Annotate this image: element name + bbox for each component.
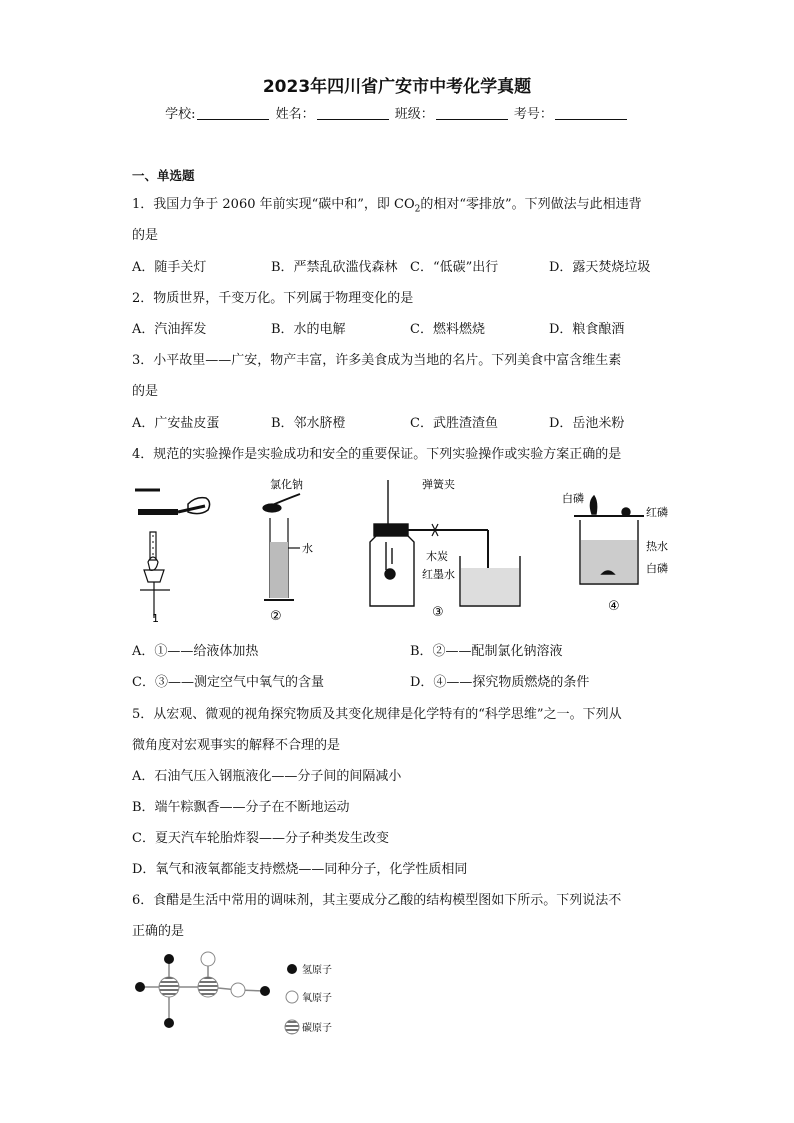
acetic-acid-model <box>130 945 360 1045</box>
q2-option-d[interactable]: D．粮食酿酒 <box>549 322 625 337</box>
fig3-red-ink-label: 红墨水 <box>422 568 455 581</box>
legend-hydrogen-icon <box>287 964 297 974</box>
question-1-text-cont: 的是 <box>132 228 159 243</box>
class-field[interactable] <box>436 107 508 120</box>
carbon-atom <box>198 977 218 997</box>
fig1-number: 1 <box>152 612 159 625</box>
fig4-hot-water-label: 热水 <box>646 540 668 553</box>
q3-option-b[interactable]: B．邻水脐橙 <box>271 416 346 431</box>
hydrogen-atom <box>164 954 174 964</box>
q1-option-d[interactable]: D．露天焚烧垃圾 <box>549 260 651 275</box>
fig4-number: ④ <box>608 599 620 614</box>
question-6-text-cont: 正确的是 <box>132 924 185 939</box>
student-info-row <box>0 103 794 122</box>
fig1-heating-liquid <box>135 490 210 618</box>
name-field[interactable] <box>317 107 389 120</box>
q5-option-c[interactable]: C．夏天汽车轮胎炸裂——分子种类发生改变 <box>132 831 389 846</box>
class-label: 班级： <box>394 107 434 122</box>
q4-option-c[interactable]: C．③——测定空气中氧气的含量 <box>132 675 324 690</box>
fig2-nacl-label: 氯化钠 <box>270 478 303 491</box>
q3-option-d[interactable]: D．岳池米粉 <box>549 416 625 431</box>
q4-option-a[interactable]: A．①——给液体加热 <box>132 644 259 659</box>
fig4-combustion-setup <box>574 496 644 584</box>
fig4-white-p-top-label: 白磷 <box>562 492 584 505</box>
question-5-text-cont: 微角度对宏观事实的解释不合理的是 <box>132 738 341 753</box>
fig3-oxygen-apparatus <box>370 480 520 606</box>
fig4-white-p-bottom-label: 白磷 <box>646 562 668 575</box>
question-1-text: 1．我国力争于 2060 年前实现“碳中和”，即 $CO_2$的相对“零排放”。下列做法与此相违背 <box>132 197 642 215</box>
q1-option-b[interactable]: B．严禁乱砍滥伐森林 <box>271 260 398 275</box>
hydrogen-atom <box>260 986 270 996</box>
q4-option-d[interactable]: D．④——探究物质燃烧的条件 <box>410 675 590 690</box>
question-3-text: 3．小平故里——广安，物产丰富，许多美食成为当地的名片。下列美食中富含维生素 <box>132 353 622 368</box>
q1-option-a[interactable]: A．随手关灯 <box>132 260 207 275</box>
legend-carbon-icon <box>285 1020 299 1034</box>
hydrogen-atom <box>164 1018 174 1028</box>
fig2-water-label: 水 <box>302 542 313 555</box>
section-heading: 一、单选题 <box>132 168 195 183</box>
name-label: 姓名： <box>275 107 315 122</box>
question-5-text: 5．从宏观、微观的视角探究物质及其变化规律是化学特有的“科学思维”之一。下列从 <box>132 707 622 722</box>
school-label: 学校: <box>165 107 196 122</box>
q5-option-d[interactable]: D．氧气和液氧都能支持燃烧——同种分子，化学性质相同 <box>132 862 468 877</box>
fig2-number: ② <box>270 609 282 624</box>
fig2-graduated-cylinder <box>263 494 300 600</box>
q3-option-c[interactable]: C．武胜渣渣鱼 <box>410 416 498 431</box>
q3-option-a[interactable]: A．广安盐皮蛋 <box>132 416 220 431</box>
exam-number-field[interactable] <box>555 107 627 120</box>
legend-oxygen-label: 氧原子 <box>302 993 332 1004</box>
legend-oxygen-icon <box>286 991 298 1003</box>
question-3-text-cont: 的是 <box>132 384 159 399</box>
q5-option-a[interactable]: A．石油气压入钢瓶液化——分子间的间隔减小 <box>132 769 402 784</box>
page-title: 2023年四川省广安市中考化学真题 <box>262 77 532 97</box>
fig3-charcoal-label: 木炭 <box>426 550 448 563</box>
carbon-atom <box>159 977 179 997</box>
question-6-text: 6．食醋是生活中常用的调味剂，其主要成分乙酸的结构模型图如下所示。下列说法不 <box>132 893 622 908</box>
question-4-text: 4．规范的实验操作是实验成功和安全的重要保证。下列实验操作或实验方案正确的是 <box>132 447 622 462</box>
q5-option-b[interactable]: B．端午粽飘香——分子在不断地运动 <box>132 800 350 815</box>
fig4-red-p-label: 红磷 <box>646 506 668 519</box>
school-field[interactable] <box>197 107 269 120</box>
q2-option-c[interactable]: C．燃料燃烧 <box>410 322 485 337</box>
question-2-text: 2．物质世界，千变万化。下列属于物理变化的是 <box>132 291 414 306</box>
fig3-number: ③ <box>432 605 444 620</box>
legend-carbon-label: 碳原子 <box>302 1023 332 1034</box>
oxygen-atom <box>201 952 215 966</box>
hydrogen-atom <box>135 982 145 992</box>
fig3-clamp-label: 弹簧夹 <box>422 478 455 491</box>
oxygen-atom <box>231 983 245 997</box>
q2-option-b[interactable]: B．水的电解 <box>271 322 346 337</box>
q4-option-b[interactable]: B．②——配制氯化钠溶液 <box>410 644 563 659</box>
legend-hydrogen-label: 氢原子 <box>302 965 332 976</box>
q2-option-a[interactable]: A．汽油挥发 <box>132 322 207 337</box>
exam-number-label: 考号： <box>513 107 553 122</box>
experiment-figure <box>130 470 690 630</box>
q1-option-c[interactable]: C．“低碳”出行 <box>410 260 499 275</box>
